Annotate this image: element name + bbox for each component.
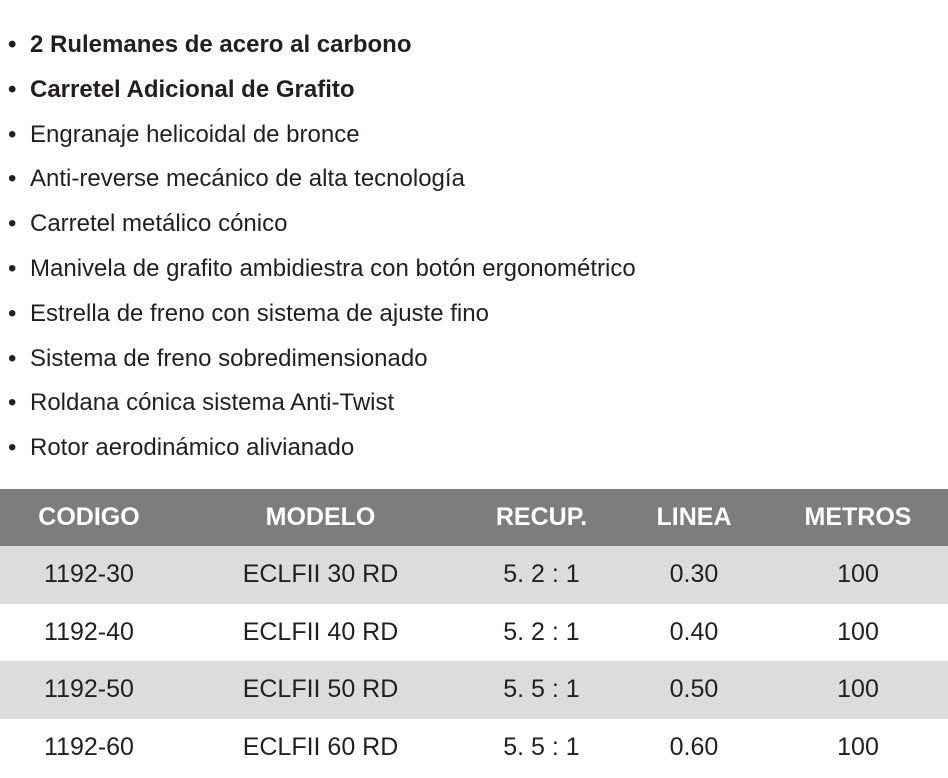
feature-text: Rotor aerodinámico alivianado [30, 434, 355, 462]
bullet-icon: • [8, 434, 17, 462]
feature-text: Engranaje helicoidal de bronce [30, 120, 360, 148]
bullet-icon: • [8, 210, 17, 238]
cell-codigo: 1192-60 [44, 732, 134, 761]
header-recup: RECUP. [495, 503, 588, 531]
feature-text: Sistema de freno sobredimensionado [30, 344, 428, 372]
header-modelo: MODELO [265, 503, 376, 531]
cell-modelo: ECLFII 60 RD [242, 732, 399, 761]
cell-linea: 0.40 [669, 617, 719, 646]
feature-text: Roldana cónica sistema Anti-Twist [30, 389, 395, 417]
feature-item [8, 292, 636, 337]
cell-linea: 0.50 [669, 675, 719, 704]
specs-table [0, 489, 948, 776]
bullet-icon: • [8, 31, 17, 58]
header-codigo: CODIGO [38, 503, 140, 531]
cell-metros: 100 [837, 617, 879, 646]
table-row [0, 546, 948, 604]
feature-item [8, 381, 636, 426]
feature-item [8, 68, 636, 113]
feature-text: Manivela de grafito ambidiestra con botón ergonométrico [30, 254, 636, 282]
bullet-icon: • [8, 299, 17, 327]
feature-item [8, 247, 636, 292]
cell-linea: 0.30 [669, 560, 719, 589]
cell-codigo: 1192-30 [44, 560, 134, 589]
cell-modelo: ECLFII 30 RD [242, 560, 399, 589]
cell-codigo: 1192-40 [44, 617, 134, 646]
bullet-icon: • [8, 75, 17, 103]
table-row [0, 719, 948, 777]
header-metros: METROS [804, 503, 912, 531]
feature-item [8, 113, 636, 158]
cell-recup: 5. 2 : 1 [503, 560, 580, 589]
feature-item [8, 337, 636, 382]
feature-text: Estrella de freno con sistema de ajuste fino [30, 299, 489, 327]
bullet-icon: • [8, 389, 17, 417]
feature-item [8, 202, 636, 247]
cell-recup: 5. 5 : 1 [503, 732, 580, 761]
bullet-icon: • [8, 254, 17, 282]
table-header-row [0, 489, 948, 546]
cell-linea: 0.60 [669, 732, 719, 761]
feature-text: Anti-reverse mecánico de alta tecnología [30, 165, 465, 193]
cell-recup: 5. 5 : 1 [503, 675, 580, 704]
table-row [0, 661, 948, 719]
feature-item [8, 157, 636, 202]
bullet-icon: • [8, 165, 17, 193]
cell-recup: 5. 2 : 1 [503, 617, 580, 646]
feature-item [8, 426, 636, 471]
feature-text: Carretel metálico cónico [30, 210, 288, 238]
cell-metros: 100 [837, 732, 879, 761]
bullet-icon: • [8, 120, 17, 148]
feature-list [8, 23, 636, 471]
cell-metros: 100 [837, 675, 879, 704]
cell-codigo: 1192-50 [44, 675, 134, 704]
cell-modelo: ECLFII 40 RD [242, 617, 399, 646]
feature-item [8, 23, 636, 68]
cell-metros: 100 [837, 560, 879, 589]
bullet-icon: • [8, 344, 17, 372]
feature-text: Carretel Adicional de Grafito [30, 75, 355, 103]
table-row [0, 604, 948, 662]
feature-text: 2 Rulemanes de acero al carbono [30, 31, 412, 58]
cell-modelo: ECLFII 50 RD [242, 675, 399, 704]
header-linea: LINEA [656, 503, 732, 531]
